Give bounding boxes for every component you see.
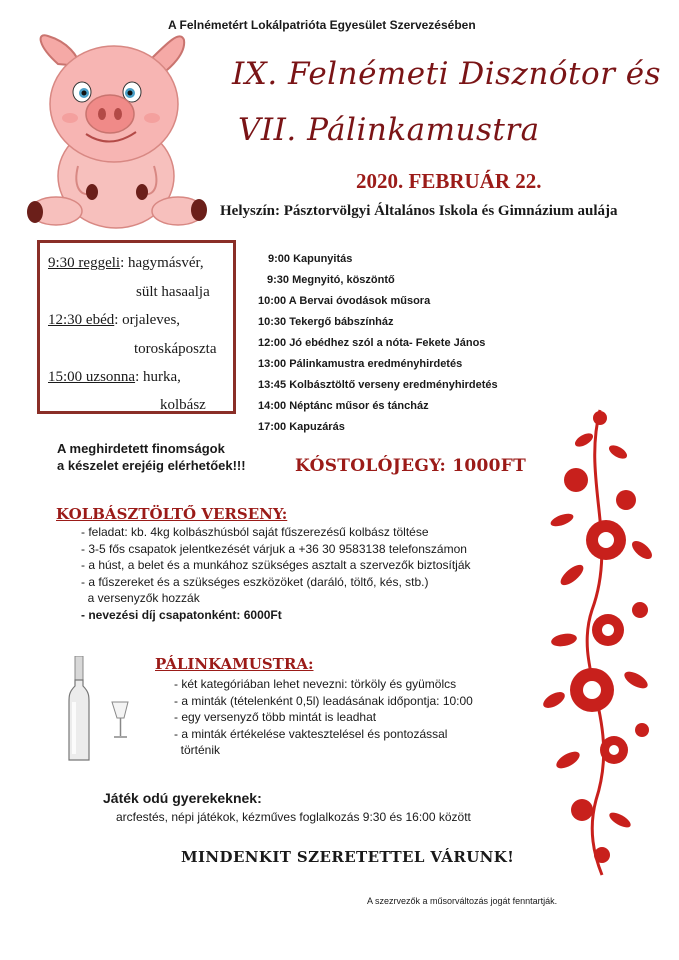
schedule-item: 10:30 Tekergő bábszínház	[258, 316, 394, 328]
rule-item: - egy versenyző több mintát is leadhat	[174, 710, 377, 724]
rule-item: - a fűszereket és a szükséges eszközöket (daráló, töltő, kés, stb.)	[81, 574, 429, 589]
menu-item: kolbász	[160, 397, 206, 413]
footer-disclaimer: A szezrvezők a műsorváltozás jogát fenntartják.	[367, 896, 558, 906]
rule-item: - a minták (tételenként 0,5l) leadásának időpontja: 10:00	[174, 693, 473, 708]
menu-item	[48, 369, 181, 386]
menu-item	[48, 255, 204, 272]
menu-item: sült hasaalja	[136, 284, 210, 300]
sausage-section-title: KOLBÁSZTÖLTŐ VERSENY:	[56, 505, 288, 523]
event-title-line2: VII. Pálinkamustra	[238, 112, 540, 148]
menu-item: toroskáposzta	[134, 341, 217, 357]
kids-games-text: arcfestés, népi játékok, kézműves foglalkozás 9:30 és 16:00 között	[116, 810, 471, 824]
tasting-ticket: KÓSTOLÓJEGY: 1000FT	[295, 456, 527, 476]
menu-dish: : hurka,	[135, 369, 181, 385]
rule-item: történik	[174, 743, 221, 757]
welcome-message: MINDENKIT SZERETETTEL VÁRUNK!	[181, 848, 515, 866]
event-venue: Helyszín: Pásztorvölgyi Általános Iskola és Gimnázium aulája	[220, 203, 618, 219]
sausage-rules	[81, 524, 471, 623]
entry-fee: - nevezési díj csapatonként: 6000Ft	[81, 607, 282, 622]
rule-item: - feladat: kb. 4kg kolbászhúsból saját fűszerezésű kolbász töltése	[81, 525, 429, 539]
rule-item: - 3-5 fős csapatok jelentkezését várjuk a +36 30 9583138 telefonszámon	[81, 541, 467, 556]
menu-time: 15:00 uzsonna	[48, 369, 136, 385]
availability-note	[57, 440, 246, 474]
rule-item: - a minták értékelése vaktesztelésel és pontozással	[174, 726, 448, 741]
menu-time: 9:30 reggeli	[48, 255, 121, 271]
schedule-item: 10:00 A Bervai óvodások műsora	[258, 295, 431, 307]
note-line: A meghirdetett finomságok	[57, 441, 225, 456]
schedule-item: 14:00 Néptánc műsor és táncház	[258, 400, 429, 412]
pig-illustration	[18, 26, 218, 236]
rule-item: a versenyzők hozzák	[81, 591, 200, 605]
organizer-line: A Felnémetért Lokálpatrióta Egyesület Szervezésében	[168, 18, 476, 32]
palinka-section-title: PÁLINKAMUSTRA:	[155, 655, 314, 673]
event-title-line1: IX. Felnémeti Disznótor és	[232, 56, 662, 92]
schedule-item: 13:00 Pálinkamustra eredményhirdetés	[258, 358, 463, 370]
schedule-item: 9:00 Kapunyitás	[268, 253, 353, 265]
menu-dish: : orjaleves,	[114, 312, 181, 328]
menu-time: 12:30 ebéd	[48, 312, 115, 328]
event-date: 2020. FEBRUÁR 22.	[356, 169, 542, 193]
rule-item: - két kategóriában lehet nevezni: törköly és gyümölcs	[174, 677, 457, 691]
menu-item	[48, 312, 180, 329]
floral-ornament	[522, 400, 672, 880]
palinka-bottle-icon	[66, 656, 136, 766]
palinka-rules	[174, 676, 473, 759]
schedule-item: 17:00 Kapuzárás	[258, 421, 345, 433]
menu-dish: : hagymásvér,	[120, 255, 204, 271]
schedule-item: 13:45 Kolbásztöltő verseny eredményhirdetés	[258, 379, 498, 391]
schedule-item: 12:00 Jó ebédhez szól a nóta- Fekete János	[258, 337, 486, 349]
kids-games-title: Játék odú gyerekeknek:	[103, 790, 262, 806]
rule-item: - a húst, a belet és a munkához szükséges asztalt a szervezők biztosítják	[81, 558, 471, 572]
schedule-item: 9:30 Megnyitó, köszöntő	[267, 274, 395, 286]
note-line: a készelet erejéig elérhetőek!!!	[57, 458, 246, 473]
menu-box	[37, 240, 236, 414]
